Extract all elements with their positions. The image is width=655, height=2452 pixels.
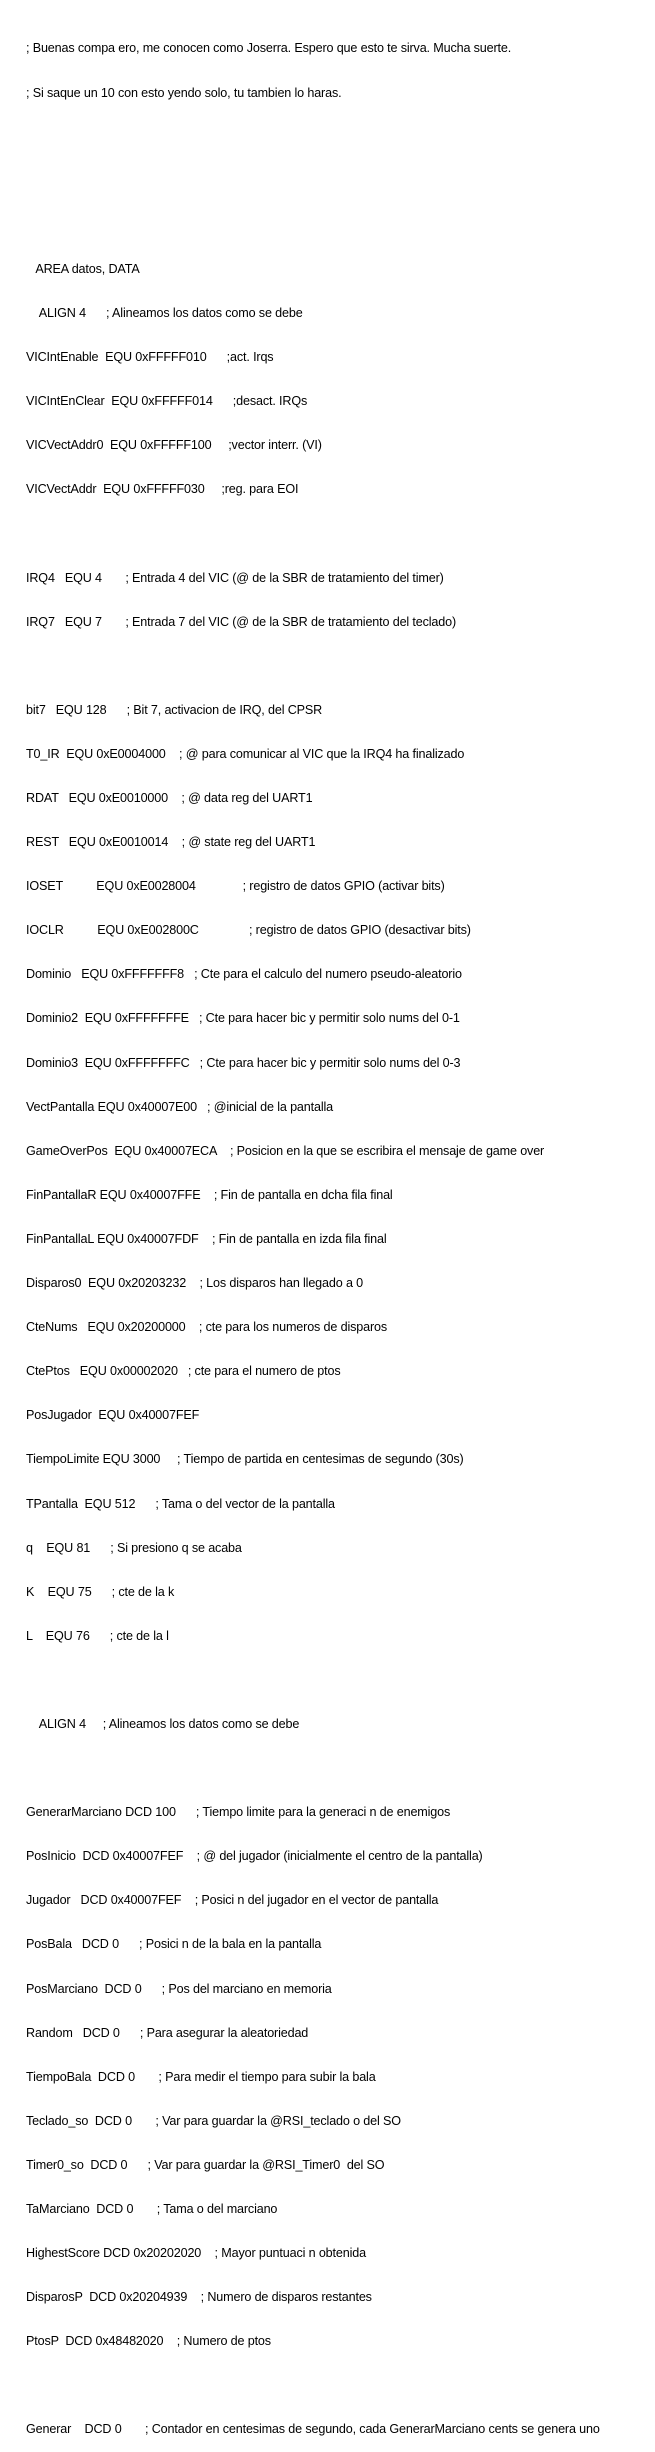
blank-line [26, 526, 646, 541]
code-line: VICIntEnable EQU 0xFFFFF010 ;act. Irqs [26, 350, 274, 365]
code-line: PosMarciano DCD 0 ; Pos del marciano en memoria [26, 1981, 332, 1996]
code-line: PosBala DCD 0 ; Posici n de la bala en la pantalla [26, 1937, 322, 1952]
code-line: T0_IR EQU 0xE0004000 ; @ para comunicar al VIC que la IRQ4 ha finalizado [26, 746, 465, 761]
code-line: GameOverPos EQU 0x40007ECA ; Posicion en la que se escribira el mensaje de game over [26, 1143, 545, 1158]
code-line: Teclado_so DCD 0 ; Var para guardar la @RSI_teclado o del SO [26, 2113, 401, 2128]
blank-line [26, 130, 646, 145]
code-line: VICVectAddr0 EQU 0xFFFFF100 ;vector interr. (VI) [26, 438, 322, 453]
code-line: Jugador DCD 0x40007FEF ; Posici n del jugador en el vector de pantalla [26, 1893, 439, 1908]
blank-line [26, 2378, 646, 2393]
code-line: VectPantalla EQU 0x40007E00 ; @inicial de la pantalla [26, 1099, 333, 1114]
code-line: CteNums EQU 0x20200000 ; cte para los numeros de disparos [26, 1320, 388, 1335]
blank-line [26, 659, 646, 674]
code-line: FinPantallaR EQU 0x40007FFE ; Fin de pantalla en dcha fila final [26, 1187, 393, 1202]
code-line: FinPantallaL EQU 0x40007FDF ; Fin de pantalla en izda fila final [26, 1231, 387, 1246]
code-line: PosJugador EQU 0x40007FEF [26, 1408, 200, 1423]
code-line: Generar DCD 0 ; Contador en centesimas de segundo, cada GenerarMarciano cents se genera uno [26, 2422, 600, 2437]
blank-line [26, 218, 646, 233]
blank-line [26, 1673, 646, 1688]
code-line: L EQU 76 ; cte de la l [26, 1628, 169, 1643]
code-line: PosInicio DCD 0x40007FEF ; @ del jugador (inicialmente el centro de la pantalla) [26, 1849, 483, 1864]
code-line: q EQU 81 ; Si presiono q se acaba [26, 1540, 242, 1555]
code-line: IOCLR EQU 0xE002800C ; registro de datos GPIO (desactivar bits) [26, 923, 471, 938]
code-line: HighestScore DCD 0x20202020 ; Mayor puntuaci n obtenida [26, 2246, 366, 2261]
code-line: TiempoBala DCD 0 ; Para medir el tiempo para subir la bala [26, 2069, 376, 2084]
code-line: ; Si saque un 10 con esto yendo solo, tu tambien lo haras. [26, 85, 342, 100]
code-line: ; Buenas compa ero, me conocen como Joserra. Espero que esto te sirva. Mucha suerte. [26, 41, 512, 56]
code-line: TiempoLimite EQU 3000 ; Tiempo de partida en centesimas de segundo (30s) [26, 1452, 464, 1467]
code-line: TPantalla EQU 512 ; Tama o del vector de la pantalla [26, 1496, 335, 1511]
code-line: CtePtos EQU 0x00002020 ; cte para el numero de ptos [26, 1364, 341, 1379]
code-line: GenerarMarciano DCD 100 ; Tiempo limite para la generaci n de enemigos [26, 1805, 451, 1820]
code-line: Timer0_so DCD 0 ; Var para guardar la @RSI_Timer0 del SO [26, 2157, 385, 2172]
code-line: Dominio EQU 0xFFFFFFF8 ; Cte para el calculo del numero pseudo-aleatorio [26, 967, 462, 982]
blank-line [26, 174, 646, 189]
code-line: IRQ7 EQU 7 ; Entrada 7 del VIC (@ de la SBR de tratamiento del teclado) [26, 614, 457, 629]
code-line: REST EQU 0xE0010014 ; @ state reg del UART1 [26, 835, 316, 850]
code-line: RDAT EQU 0xE0010000 ; @ data reg del UART1 [26, 791, 313, 805]
code-line: AREA datos, DATA [26, 261, 140, 276]
code-line: VICIntEnClear EQU 0xFFFFF014 ;desact. IRQs [26, 394, 308, 409]
code-line: K EQU 75 ; cte de la k [26, 1584, 175, 1599]
code-line: PtosP DCD 0x48482020 ; Numero de ptos [26, 2334, 271, 2349]
blank-line [26, 1761, 646, 1776]
code-line: ALIGN 4 ; Alineamos los datos como se debe [26, 305, 303, 320]
code-line: IRQ4 EQU 4 ; Entrada 4 del VIC (@ de la SBR de tratamiento del timer) [26, 570, 444, 585]
code-line: Random DCD 0 ; Para asegurar la aleatoriedad [26, 2025, 309, 2040]
code-line: ALIGN 4 ; Alineamos los datos como se debe [26, 1716, 300, 1731]
code-line: VICVectAddr EQU 0xFFFFF030 ;reg. para EOI [26, 482, 299, 497]
code-line: DisparosP DCD 0x20204939 ; Numero de disparos restantes [26, 2290, 372, 2305]
code-line: Disparos0 EQU 0x20203232 ; Los disparos han llegado a 0 [26, 1276, 363, 1291]
code-line: Dominio3 EQU 0xFFFFFFFC ; Cte para hacer bic y permitir solo nums del 0-3 [26, 1055, 461, 1070]
code-line: Dominio2 EQU 0xFFFFFFFE ; Cte para hacer bic y permitir solo nums del 0-1 [26, 1011, 460, 1026]
code-line: TaMarciano DCD 0 ; Tama o del marciano [26, 2202, 278, 2216]
code-line: bit7 EQU 128 ; Bit 7, activacion de IRQ, del CPSR [26, 702, 323, 717]
code-document [26, 12, 646, 2452]
code-line: IOSET EQU 0xE0028004 ; registro de datos GPIO (activar bits) [26, 879, 445, 894]
